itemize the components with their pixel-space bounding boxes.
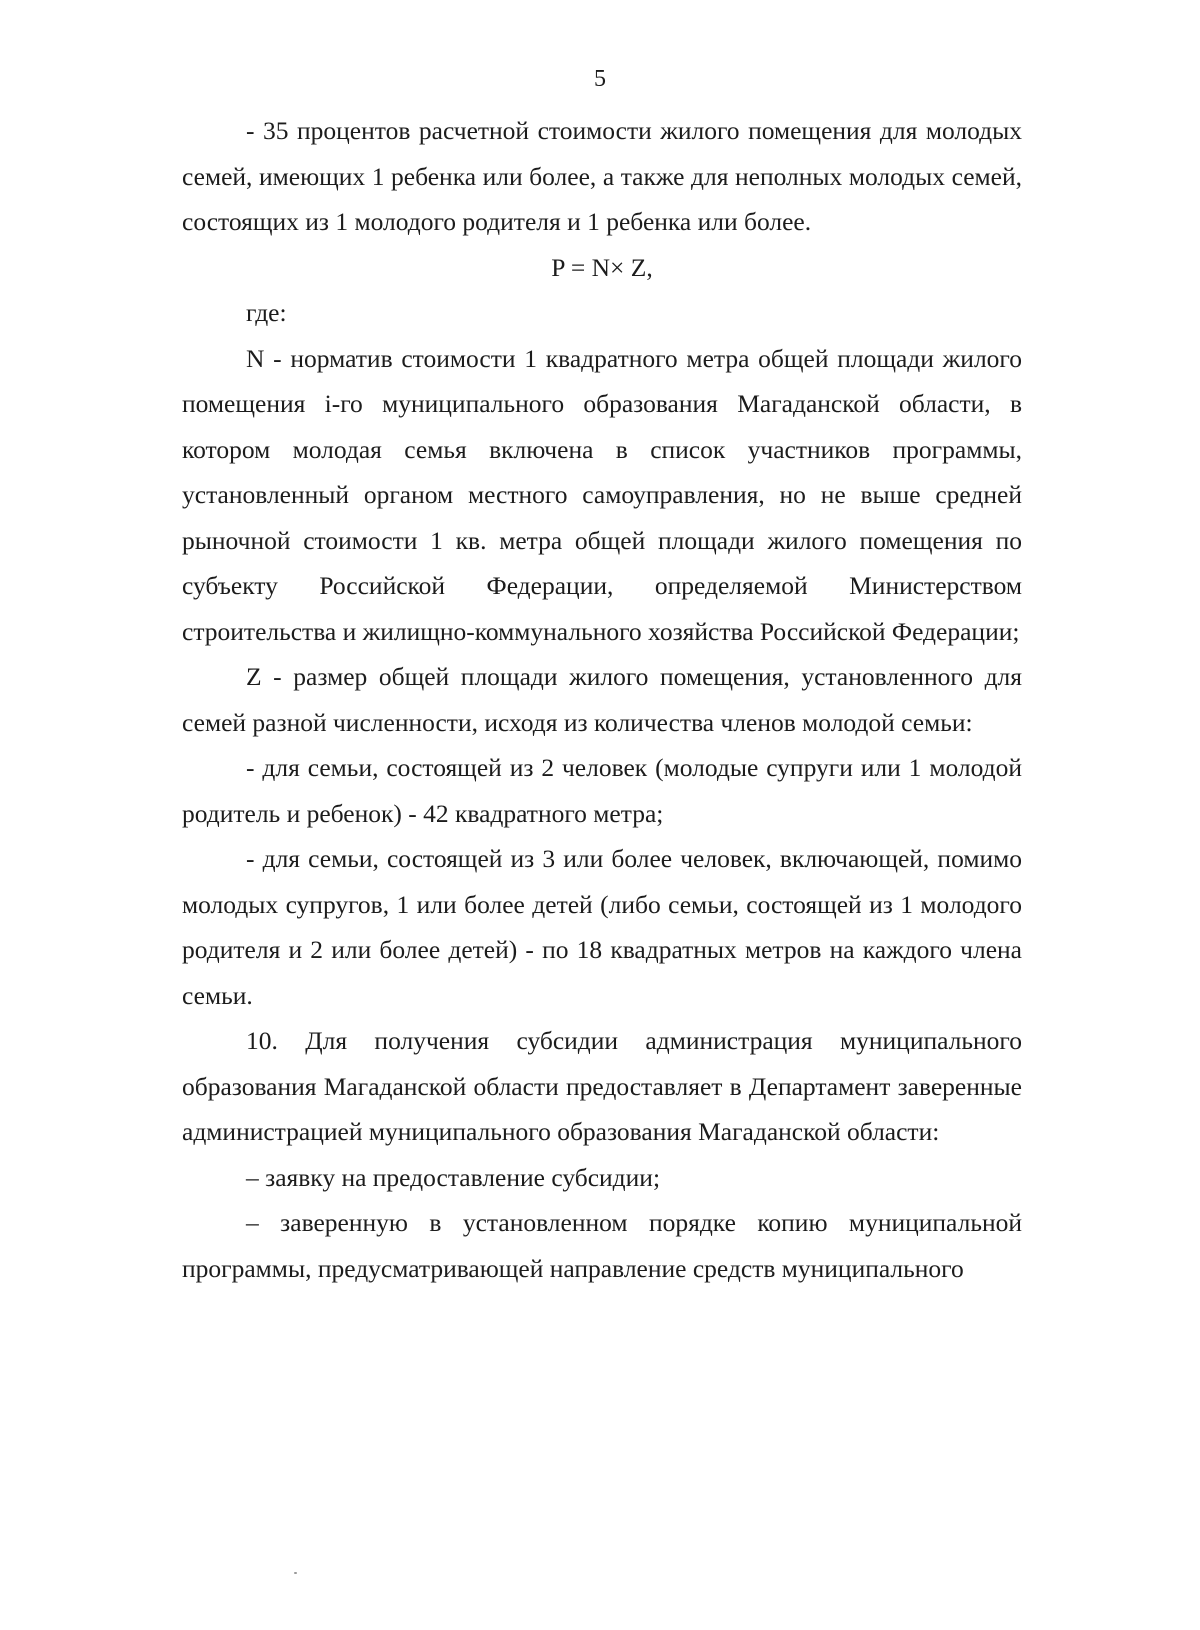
paragraph-subsidy-rate: - 35 процентов расчетной стоимости жилого помещения для молодых семей, имеющих 1 ребенка или более, а также для неполных молодых семей, состоящих из 1 молодого родителя и 1 ребенка или более. [182,116,1022,236]
scan-speck [294,1572,297,1574]
paragraph-n-definition: N - норматив стоимости 1 квадратного метра общей площади жилого помещения i-го муниципального образования Магаданской области, в котором молодая семья включена в список участников программы, установленный органом местного самоуправления, но не выше средней рыночной стоимости 1 кв. метра общей площади жилого помещения по субъекту Российской Федерации, определяемой Министерством строительства и жилищно-коммунального хозяйства Российской Федерации; [182,343,1022,646]
document-body [182,108,1022,1291]
formula: P = N× Z, [551,252,653,282]
paragraph-program-copy: – заверенную в установленном порядке копию муниципальной программы, предусматривающей направление средств муниципального [182,1208,1022,1283]
paragraph-family-of-two: - для семьи, состоящей из 2 человек (молодые супруги или 1 молодой родитель и ребенок) - 42 квадратного метра; [182,753,1022,828]
paragraph-family-of-three: - для семьи, состоящей из 3 или более человек, включающей, помимо молодых супругов, 1 или более детей (либо семьи, состоящей из 1 молодого родителя и 2 или более детей) - по 18 квадратных метров на каждого члена семьи. [182,844,1022,1010]
page-number: 5 [594,66,606,92]
paragraph-z-definition: Z - размер общей площади жилого помещения, установленного для семей разной численности, исходя из количества членов молодой семьи: [182,662,1022,737]
paragraph-application: – заявку на предоставление субсидии; [246,1162,661,1192]
paragraph-item-10: 10. Для получения субсидии администрация муниципального образования Магаданской области предоставляет в Департамент заверенные администрацией муниципального образования Магаданской области: [182,1026,1022,1146]
paragraph-where: где: [246,298,287,327]
